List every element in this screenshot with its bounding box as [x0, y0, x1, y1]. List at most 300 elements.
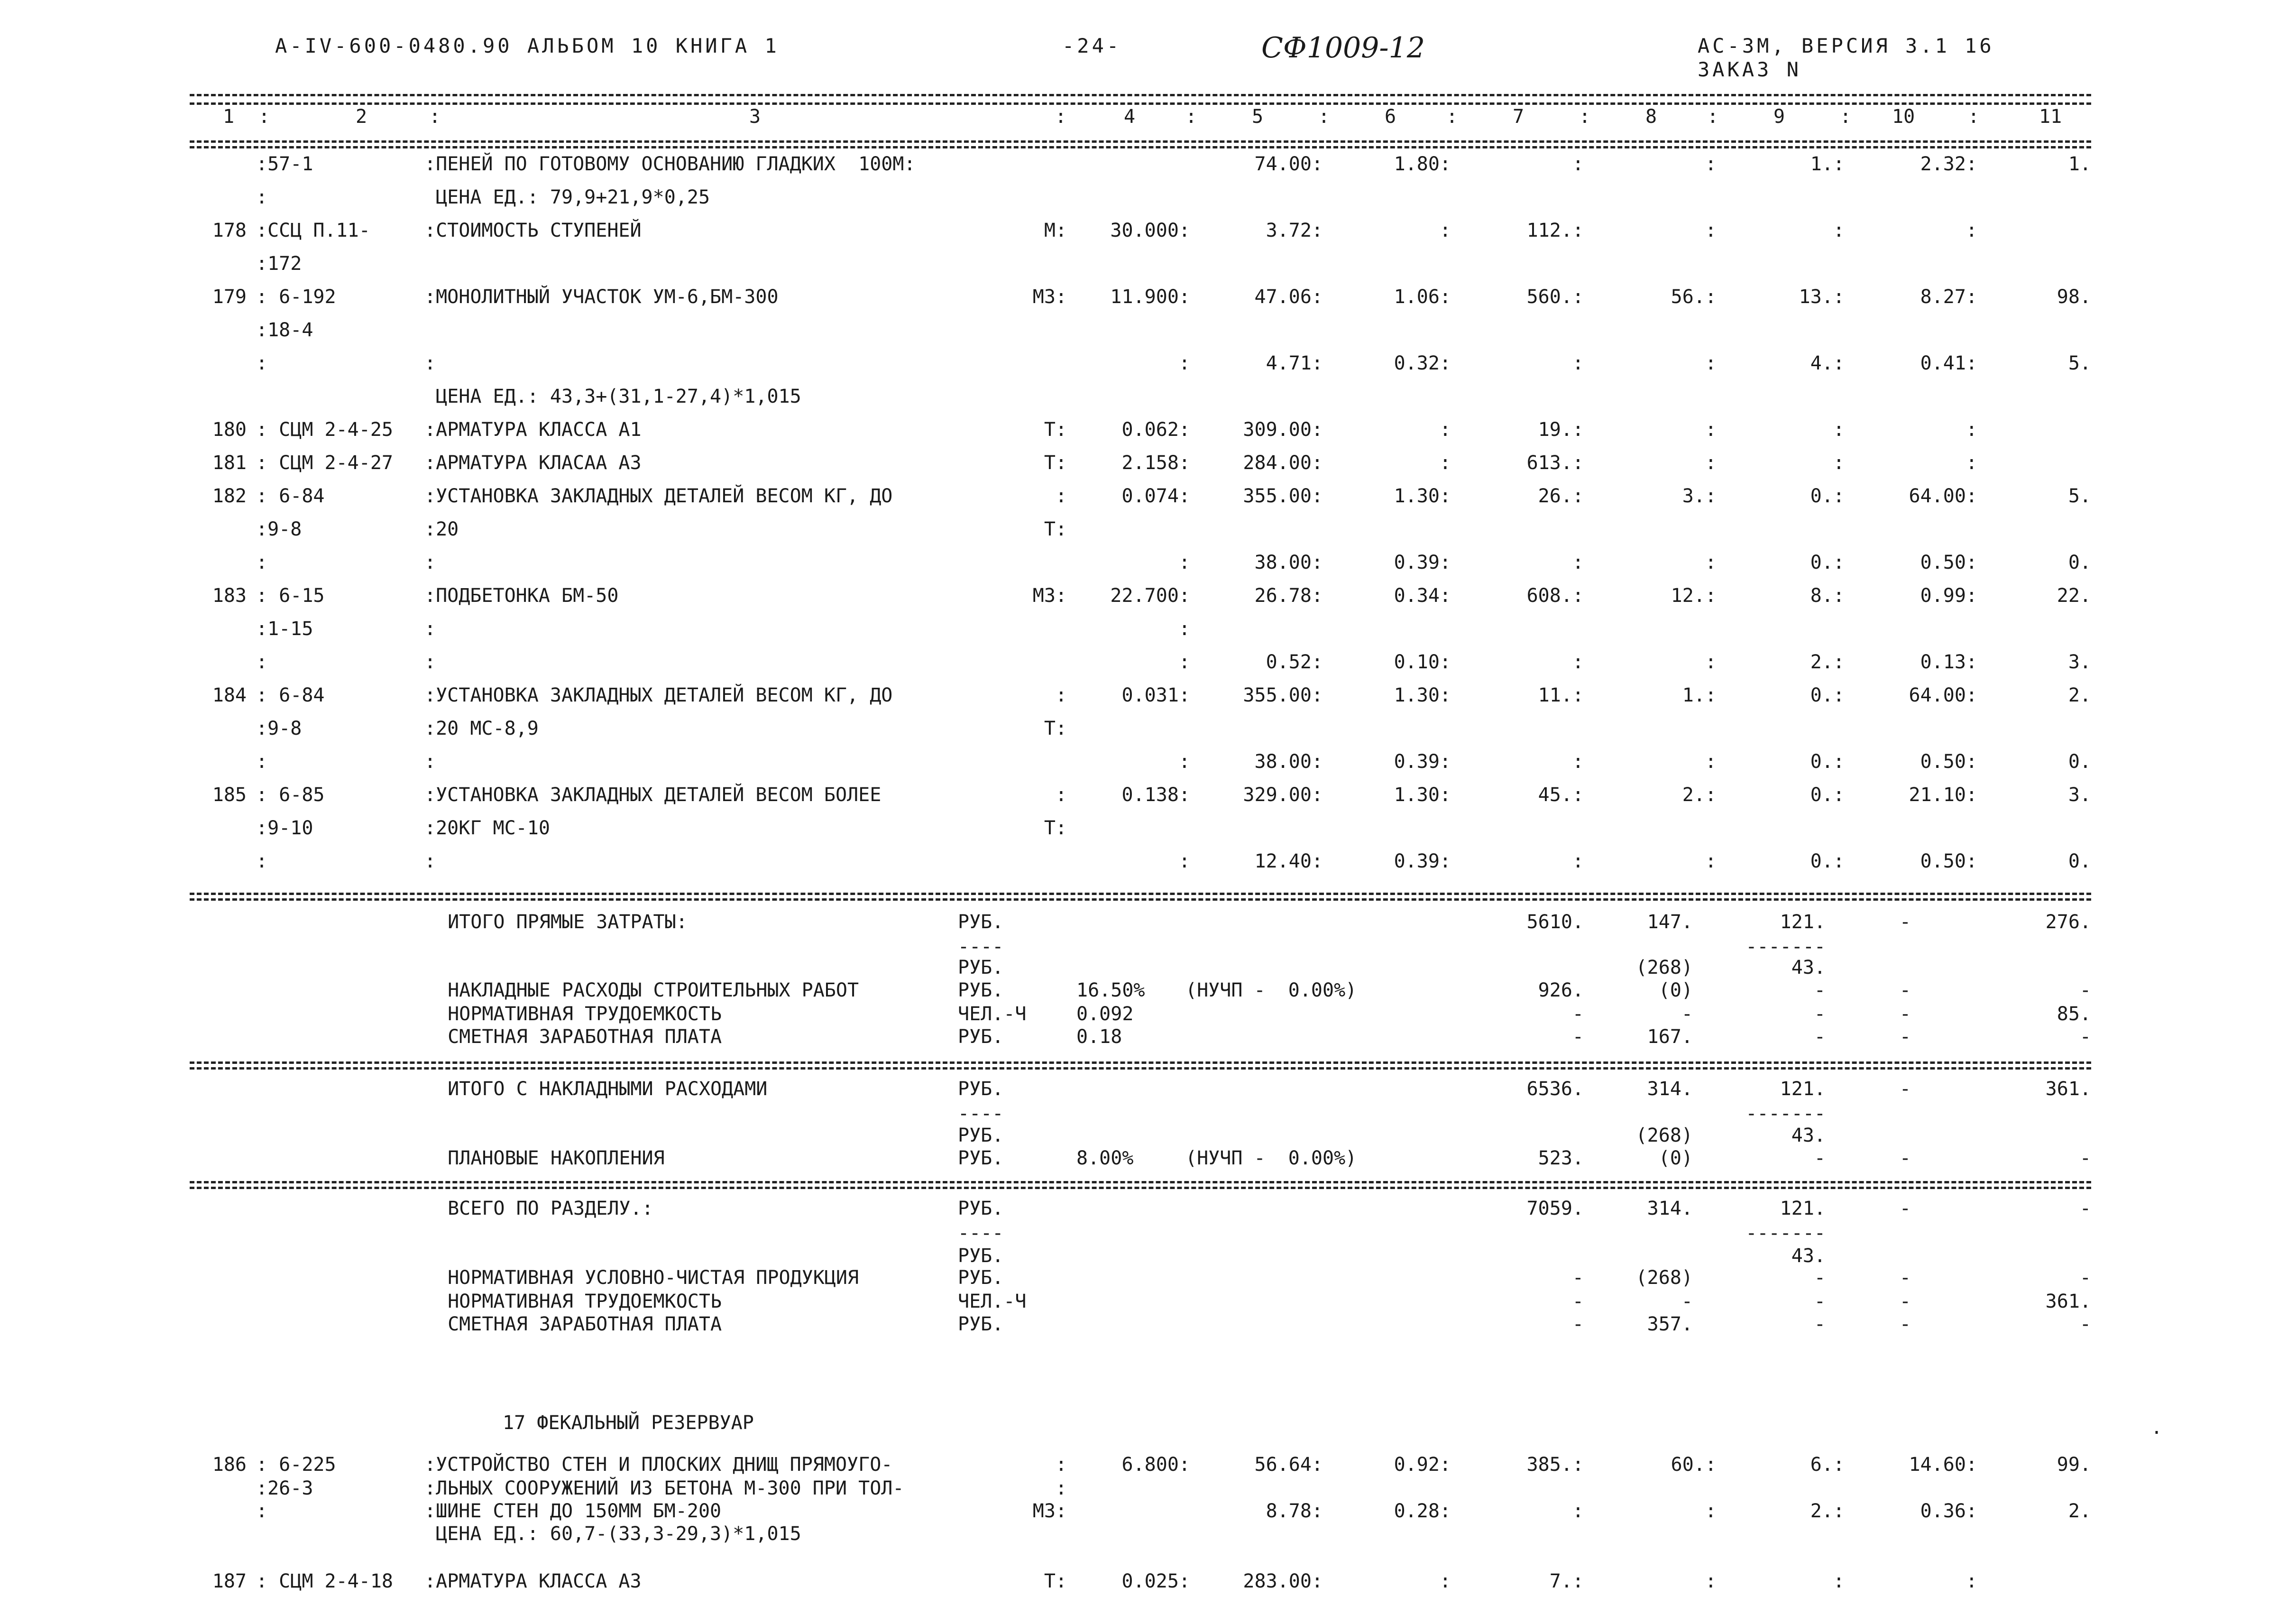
line-cell-c2: : 6-85: [256, 784, 325, 806]
tail-cell-c1: 187: [212, 1570, 247, 1592]
line-row: [0, 518, 2296, 541]
summary-cell-c3: НОРМАТИВНАЯ УСЛОВНО-ЧИСТАЯ ПРОДУКЦИЯ: [436, 1267, 859, 1289]
summary-cell-c7: -: [1572, 1267, 1584, 1289]
tail-cell-c10: 14.60:: [1909, 1454, 1977, 1476]
line-cell-c3: :УСТАНОВКА ЗАКЛАДНЫХ ДЕТАЛЕЙ ВЕСОМ КГ, ДО: [424, 485, 893, 507]
line-cell-c9: 0.:: [1810, 850, 1845, 872]
line-cell-c4: :: [1178, 751, 1190, 773]
rule-top: [190, 94, 2091, 96]
line-cell-c10: :: [1965, 452, 1977, 474]
summary-cell-c8: -: [1681, 1291, 1693, 1312]
summary-cell-c8: 357.: [1647, 1313, 1693, 1335]
line-cell-c3: :: [424, 618, 436, 640]
column-separator: :: [1579, 106, 1591, 128]
line-cell-c7: 45.:: [1538, 784, 1584, 806]
line-cell-c3u: М3:: [1032, 286, 1067, 308]
tail-cell-c10: 0.36:: [1920, 1500, 1977, 1522]
summary-cell-c9: -------: [1745, 1222, 1826, 1244]
line-cell-c3u: Т:: [1044, 817, 1067, 839]
line-row: [0, 684, 2296, 707]
line-row: [0, 784, 2296, 806]
line-row: [0, 186, 2296, 209]
column-header-11: 11: [2039, 106, 2062, 128]
line-cell-c9: :: [1833, 220, 1845, 241]
summary-cell-c11: 361.: [2045, 1078, 2091, 1100]
tail-row: [0, 1500, 2296, 1522]
summary-cell-c3: СМЕТНАЯ ЗАРАБОТНАЯ ПЛАТА: [436, 1026, 722, 1048]
tail-cell-c4: 6.800:: [1121, 1454, 1190, 1476]
line-cell-c2: :172: [256, 253, 302, 275]
line-cell-c10: 0.13:: [1920, 651, 1977, 673]
line-cell-c4: 22.700:: [1110, 585, 1190, 607]
line-cell-c4: :: [1178, 651, 1190, 673]
line-cell-c8: 3.:: [1682, 485, 1717, 507]
line-cell-c11: 22.: [2057, 585, 2091, 607]
line-cell-c8: :: [1705, 419, 1717, 441]
summary-cell-c11: -: [2079, 1198, 2091, 1219]
summary-cell-c10: -: [1899, 1267, 1911, 1289]
column-separator: :: [1968, 106, 1980, 128]
line-cell-c4: 0.074:: [1121, 485, 1190, 507]
line-cell-c4: 2.158:: [1121, 452, 1190, 474]
line-cell-c7: :: [1572, 751, 1584, 773]
tail-cell-c2: : 6-225: [256, 1454, 336, 1476]
column-header-9: 9: [1773, 106, 1785, 128]
summary-cell-c10: -: [1899, 1026, 1911, 1048]
line-cell-c10: 0.50:: [1920, 850, 1977, 872]
summary-cell-c3u: РУБ.: [958, 979, 1004, 1001]
summary-cell-c10: -: [1899, 1313, 1911, 1335]
tail-cell-c3: :ШИНЕ СТЕН ДО 150ММ БМ-200: [424, 1500, 722, 1522]
column-separator: :: [1318, 106, 1330, 128]
summary-cell-c7: 523.: [1538, 1147, 1584, 1169]
line-row: [0, 252, 2296, 275]
line-cell-c11: 0.: [2068, 552, 2091, 573]
summary-cell-c3u: ЧЕЛ.-Ч: [958, 1003, 1027, 1025]
line-cell-c6: 1.80:: [1394, 153, 1451, 175]
line-cell-c1: 180: [212, 419, 247, 441]
summary-cell-c3u: РУБ.: [958, 1078, 1004, 1100]
line-cell-c11: 98.: [2057, 286, 2091, 308]
line-cell-c7: 560.:: [1526, 286, 1584, 308]
line-cell-c11: 0.: [2068, 850, 2091, 872]
tail-cell-c3: ЦЕНА ЕД.: 60,7-(33,3-29,3)*1,015: [424, 1523, 801, 1545]
tail-cell-c5: 56.64:: [1254, 1454, 1323, 1476]
summary-cell-c3: ВСЕГО ПО РАЗДЕЛУ.:: [436, 1198, 653, 1219]
tail-cell-c3u: :: [1055, 1454, 1067, 1476]
line-cell-c4: :: [1178, 850, 1190, 872]
tail-cell-c3u: :: [1055, 1477, 1067, 1499]
line-cell-c3u: М3:: [1032, 585, 1067, 607]
line-cell-c3: :20: [424, 518, 459, 540]
summary-cell-c11: -: [2079, 979, 2091, 1001]
summary-cell-c8: 147.: [1647, 911, 1693, 933]
summary-row: [0, 911, 2296, 933]
line-cell-c5: 26.78:: [1254, 585, 1323, 607]
summary-cell-c10: -: [1899, 1291, 1911, 1312]
tail-cell-c10: :: [1965, 1570, 1977, 1592]
summary-cell-c3u: РУБ.: [958, 957, 1004, 978]
line-cell-c1: 183: [212, 585, 247, 607]
summary-cell-c9: 121.: [1780, 1198, 1826, 1219]
line-cell-c7: :: [1572, 850, 1584, 872]
stray-mark: ·: [2151, 1422, 2163, 1444]
header-handwritten-code: СФ1009-12: [1261, 31, 1425, 65]
line-cell-c2: :9-8: [256, 518, 302, 540]
summary-cell-c9: -: [1814, 979, 1826, 1001]
line-cell-c9: 0.:: [1810, 485, 1845, 507]
summary-row: [0, 956, 2296, 979]
summary-cell-c9: 121.: [1780, 1078, 1826, 1100]
header-order: ЗАКАЗ N: [1698, 58, 1802, 81]
line-cell-c8: :: [1705, 651, 1717, 673]
section-title: 17 ФЕКАЛЬНЫЙ РЕЗЕРВУАР: [503, 1412, 754, 1434]
line-cell-c5: 0.52:: [1266, 651, 1323, 673]
line-cell-c2: :: [256, 651, 268, 673]
line-row: [0, 750, 2296, 773]
line-cell-c5: 284.00:: [1243, 452, 1323, 474]
line-cell-c5: 38.00:: [1254, 751, 1323, 773]
line-cell-c6: :: [1439, 452, 1451, 474]
line-cell-c10: 0.50:: [1920, 751, 1977, 773]
summary-cell-c11: -: [2079, 1026, 2091, 1048]
line-cell-c6: 0.34:: [1394, 585, 1451, 607]
line-cell-c7: 19.:: [1538, 419, 1584, 441]
line-row: [0, 817, 2296, 840]
summary-cell-c9: -: [1814, 1267, 1826, 1289]
summary-cell-c3u: РУБ.: [958, 1267, 1004, 1289]
summary-cell-c8: (0): [1658, 979, 1693, 1001]
summary-cell-c9: 43.: [1791, 957, 1826, 978]
summary-cell-c5: (НУЧП - 0.00%): [1185, 979, 1357, 1001]
line-cell-c6: 1.30:: [1394, 485, 1451, 507]
summary-cell-c10: -: [1899, 979, 1911, 1001]
tail-cell-c2: : СЦМ 2-4-18: [256, 1570, 393, 1592]
summary-cell-c7: -: [1572, 1003, 1584, 1025]
summary-cell-c8: (268): [1635, 957, 1693, 978]
line-cell-c1: 181: [212, 452, 247, 474]
summary-cell-c10: -: [1899, 1198, 1911, 1219]
line-cell-c1: 178: [212, 220, 247, 241]
line-cell-c5: 47.06:: [1254, 286, 1323, 308]
line-cell-c4: 0.062:: [1121, 419, 1190, 441]
line-row: [0, 352, 2296, 375]
line-cell-c6: :: [1439, 220, 1451, 241]
column-header-3: 3: [749, 106, 761, 128]
tail-cell-c9: :: [1833, 1570, 1845, 1592]
summary-cell-c3u: РУБ.: [958, 1026, 1004, 1048]
line-row: [0, 485, 2296, 508]
summary-cell-c8: (268): [1635, 1267, 1693, 1289]
line-cell-c9: 0.:: [1810, 552, 1845, 573]
line-cell-c10: 0.50:: [1920, 552, 1977, 573]
line-cell-c3: :УСТАНОВКА ЗАКЛАДНЫХ ДЕТАЛЕЙ ВЕСОМ КГ, ДО: [424, 684, 893, 706]
line-cell-c7: :: [1572, 153, 1584, 175]
summary-cell-c7: -: [1572, 1026, 1584, 1048]
line-cell-c4: :: [1178, 618, 1190, 640]
line-cell-c5: 12.40:: [1254, 850, 1323, 872]
summary-cell-c3: СМЕТНАЯ ЗАРАБОТНАЯ ПЛАТА: [436, 1313, 722, 1335]
summary-cell-c4: 8.00%: [1076, 1147, 1134, 1169]
tail-cell-c3: :ЛЬНЫХ СООРУЖЕНИЙ ИЗ БЕТОНА М-300 ПРИ ТОЛ-: [424, 1477, 904, 1499]
line-cell-c11: 5.: [2068, 485, 2091, 507]
line-cell-c3: :АРМАТУРА КЛАССА А1: [424, 419, 642, 441]
summary-cell-c3u: РУБ.: [958, 1147, 1004, 1169]
line-cell-c3: :УСТАНОВКА ЗАКЛАДНЫХ ДЕТАЛЕЙ ВЕСОМ БОЛЕЕ: [424, 784, 882, 806]
summary-cell-c8: (0): [1658, 1147, 1693, 1169]
rule-mid-2b: [190, 1187, 2091, 1189]
line-cell-c2: :: [256, 751, 268, 773]
column-separator: :: [1185, 106, 1197, 128]
column-separator: :: [258, 106, 270, 128]
summary-cell-c3u: РУБ.: [958, 1313, 1004, 1335]
summary-cell-c7: 5610.: [1526, 911, 1584, 933]
tail-cell-c7: 385.:: [1526, 1454, 1584, 1476]
summary-cell-c9: 43.: [1791, 1245, 1826, 1267]
line-row: [0, 385, 2296, 408]
line-cell-c8: 12.:: [1671, 585, 1717, 607]
line-cell-c10: 64.00:: [1909, 684, 1977, 706]
line-cell-c6: 0.32:: [1394, 352, 1451, 374]
line-cell-c3: :: [424, 552, 436, 573]
line-cell-c3u: Т:: [1044, 452, 1067, 474]
column-header-10: 10: [1892, 106, 1915, 128]
line-cell-c6: :: [1439, 419, 1451, 441]
summary-cell-c8: 314.: [1647, 1198, 1693, 1219]
line-row: [0, 418, 2296, 441]
line-cell-c6: 1.30:: [1394, 784, 1451, 806]
line-cell-c3: :МОНОЛИТНЫЙ УЧАСТОК УМ-6,БМ-300: [424, 286, 779, 308]
line-cell-c1: 185: [212, 784, 247, 806]
tail-cell-c8: :: [1705, 1570, 1717, 1592]
line-cell-c1: 179: [212, 286, 247, 308]
line-cell-c3: ЦЕНА ЕД.: 43,3+(31,1-27,4)*1,015: [424, 386, 801, 407]
line-cell-c9: 2.:: [1810, 651, 1845, 673]
summary-cell-c3u: РУБ.: [958, 1245, 1004, 1267]
summary-cell-c10: -: [1899, 1147, 1911, 1169]
line-cell-c5: 74.00:: [1254, 153, 1323, 175]
summary-cell-c3: ИТОГО ПРЯМЫЕ ЗАТРАТЫ:: [436, 911, 688, 933]
line-cell-c5: 3.72:: [1266, 220, 1323, 241]
summary-row: [0, 979, 2296, 1002]
column-header-5: 5: [1252, 106, 1264, 128]
summary-row: [0, 1025, 2296, 1048]
summary-cell-c11: -: [2079, 1147, 2091, 1169]
line-cell-c2: :1-15: [256, 618, 313, 640]
line-cell-c2: :: [256, 352, 268, 374]
line-cell-c10: 2.32:: [1920, 153, 1977, 175]
summary-cell-c9: 43.: [1791, 1125, 1826, 1146]
line-cell-c9: 0.:: [1810, 751, 1845, 773]
tail-cell-c4: 0.025:: [1121, 1570, 1190, 1592]
line-cell-c4: :: [1178, 552, 1190, 573]
line-cell-c10: 21.10:: [1909, 784, 1977, 806]
line-cell-c2: :: [256, 186, 268, 208]
line-cell-c6: 0.39:: [1394, 850, 1451, 872]
rule-mid-2: [190, 1181, 2091, 1183]
summary-cell-c3u: РУБ.: [958, 1125, 1004, 1146]
line-cell-c3: :20 МС-8,9: [424, 718, 539, 739]
line-cell-c10: :: [1965, 419, 1977, 441]
line-cell-c11: 3.: [2068, 784, 2091, 806]
summary-cell-c9: -------: [1745, 1103, 1826, 1125]
summary-cell-c3u: ----: [958, 936, 1004, 958]
summary-cell-c11: -: [2079, 1267, 2091, 1289]
summary-cell-c9: -: [1814, 1291, 1826, 1312]
line-cell-c6: 0.10:: [1394, 651, 1451, 673]
summary-row: [0, 1313, 2296, 1336]
tail-row: [0, 1477, 2296, 1500]
line-cell-c2: : 6-192: [256, 286, 336, 308]
line-cell-c3: :СТОИМОСТЬ СТУПЕНЕЙ: [424, 220, 642, 241]
line-cell-c8: 56.:: [1671, 286, 1717, 308]
tail-cell-c6: 0.28:: [1394, 1500, 1451, 1522]
tail-cell-c6: :: [1439, 1570, 1451, 1592]
line-cell-c10: 64.00:: [1909, 485, 1977, 507]
line-cell-c9: :: [1833, 419, 1845, 441]
summary-cell-c9: -: [1814, 1003, 1826, 1025]
column-separator: :: [429, 106, 441, 128]
line-cell-c3: ЦЕНА ЕД.: 79,9+21,9*0,25: [424, 186, 710, 208]
summary-cell-c4: 16.50%: [1076, 979, 1145, 1001]
line-cell-c8: 2.:: [1682, 784, 1717, 806]
line-cell-c7: 112.:: [1526, 220, 1584, 241]
tail-cell-c8: 60.:: [1671, 1454, 1717, 1476]
line-cell-c2: : 6-84: [256, 485, 325, 507]
summary-cell-c4: 0.092: [1076, 1003, 1134, 1025]
line-cell-c1: 184: [212, 684, 247, 706]
line-row: [0, 319, 2296, 341]
column-header-1: 1: [223, 106, 235, 128]
line-cell-c3u: Т:: [1044, 419, 1067, 441]
rule-before-totals: [190, 893, 2091, 895]
summary-row: [0, 1245, 2296, 1267]
tail-cell-c11: 2.: [2068, 1500, 2091, 1522]
line-cell-c3: :: [424, 850, 436, 872]
summary-cell-c9: -: [1814, 1313, 1826, 1335]
line-cell-c3: :ПЕНЕЙ ПО ГОТОВОМУ ОСНОВАНИЮ ГЛАДКИХ 100М:: [424, 153, 916, 175]
tail-cell-c8: :: [1705, 1500, 1717, 1522]
column-separator: :: [1446, 106, 1458, 128]
column-header-2: 2: [356, 106, 367, 128]
rule-top-2: [190, 102, 2091, 105]
line-cell-c3u: :: [1055, 784, 1067, 806]
column-separator: :: [1707, 106, 1719, 128]
line-cell-c7: :: [1572, 651, 1584, 673]
line-cell-c2: : СЦМ 2-4-27: [256, 452, 393, 474]
line-row: [0, 219, 2296, 242]
line-cell-c7: 26.:: [1538, 485, 1584, 507]
summary-cell-c3u: РУБ.: [958, 911, 1004, 933]
summary-cell-c3u: ----: [958, 1222, 1004, 1244]
tail-cell-c2: :26-3: [256, 1477, 313, 1499]
summary-row: [0, 1124, 2296, 1147]
line-cell-c5: 355.00:: [1243, 684, 1323, 706]
column-separator: :: [1840, 106, 1852, 128]
tail-cell-c3u: М3:: [1032, 1500, 1067, 1522]
summary-row: [0, 1290, 2296, 1313]
summary-cell-c11: 276.: [2045, 911, 2091, 933]
tail-cell-c1: 186: [212, 1454, 247, 1476]
line-cell-c8: 1.:: [1682, 684, 1717, 706]
summary-cell-c7: 7059.: [1526, 1198, 1584, 1219]
summary-row: [0, 1147, 2296, 1170]
summary-row: [0, 1266, 2296, 1289]
line-cell-c8: :: [1705, 850, 1717, 872]
line-cell-c8: :: [1705, 751, 1717, 773]
line-cell-c11: 1.: [2068, 153, 2091, 175]
line-cell-c8: :: [1705, 153, 1717, 175]
column-header-4: 4: [1124, 106, 1136, 128]
summary-cell-c8: 167.: [1647, 1026, 1693, 1048]
line-cell-c7: 608.:: [1526, 585, 1584, 607]
line-cell-c9: 8.:: [1810, 585, 1845, 607]
line-cell-c11: 0.: [2068, 751, 2091, 773]
line-cell-c2: :9-8: [256, 718, 302, 739]
line-cell-c11: 3.: [2068, 651, 2091, 673]
line-row: [0, 651, 2296, 674]
tail-cell-c2: :: [256, 1500, 268, 1522]
line-cell-c9: 0.:: [1810, 684, 1845, 706]
summary-cell-c9: -: [1814, 1147, 1826, 1169]
line-cell-c2: :9-10: [256, 817, 313, 839]
rule-before-totals-2: [190, 898, 2091, 901]
line-cell-c8: :: [1705, 352, 1717, 374]
summary-row: [0, 1222, 2296, 1245]
summary-cell-c3: НАКЛАДНЫЕ РАСХОДЫ СТРОИТЕЛЬНЫХ РАБОТ: [436, 979, 859, 1001]
line-cell-c2: :57-1: [256, 153, 313, 175]
summary-row: [0, 1197, 2296, 1220]
line-row: [0, 153, 2296, 175]
line-cell-c7: :: [1572, 552, 1584, 573]
line-cell-c9: :: [1833, 452, 1845, 474]
line-cell-c4: :: [1178, 352, 1190, 374]
line-cell-c4: 11.900:: [1110, 286, 1190, 308]
line-cell-c10: 0.41:: [1920, 352, 1977, 374]
rule-mid-1: [190, 1061, 2091, 1064]
tail-cell-c5: 8.78:: [1266, 1500, 1323, 1522]
line-cell-c9: 13.:: [1799, 286, 1845, 308]
tail-cell-c9: 2.:: [1810, 1500, 1845, 1522]
summary-cell-c10: -: [1899, 1078, 1911, 1100]
line-cell-c1: 182: [212, 485, 247, 507]
line-cell-c8: :: [1705, 220, 1717, 241]
line-row: [0, 286, 2296, 308]
line-cell-c5: 355.00:: [1243, 485, 1323, 507]
line-cell-c11: 2.: [2068, 684, 2091, 706]
summary-cell-c5: (НУЧП - 0.00%): [1185, 1147, 1357, 1169]
line-cell-c5: 38.00:: [1254, 552, 1323, 573]
summary-cell-c3u: РУБ.: [958, 1198, 1004, 1219]
line-cell-c4: 0.031:: [1121, 684, 1190, 706]
summary-cell-c9: 121.: [1780, 911, 1826, 933]
line-row: [0, 850, 2296, 873]
line-cell-c2: :: [256, 850, 268, 872]
line-cell-c9: 0.:: [1810, 784, 1845, 806]
header-album: А-IV-600-0480.90 АЛЬБОМ 10 КНИГА 1: [275, 34, 780, 57]
header-page-number: -24-: [1062, 34, 1122, 57]
summary-cell-c3: ПЛАНОВЫЕ НАКОПЛЕНИЯ: [436, 1147, 665, 1169]
line-cell-c6: 1.30:: [1394, 684, 1451, 706]
summary-cell-c9: -------: [1745, 936, 1826, 958]
tail-cell-c7: 7.:: [1549, 1570, 1584, 1592]
line-cell-c2: :: [256, 552, 268, 573]
line-cell-c3: :20КГ МС-10: [424, 817, 550, 839]
column-header-6: 6: [1385, 106, 1396, 128]
line-row: [0, 452, 2296, 474]
line-cell-c4: 30.000:: [1110, 220, 1190, 241]
summary-cell-c8: -: [1681, 1003, 1693, 1025]
